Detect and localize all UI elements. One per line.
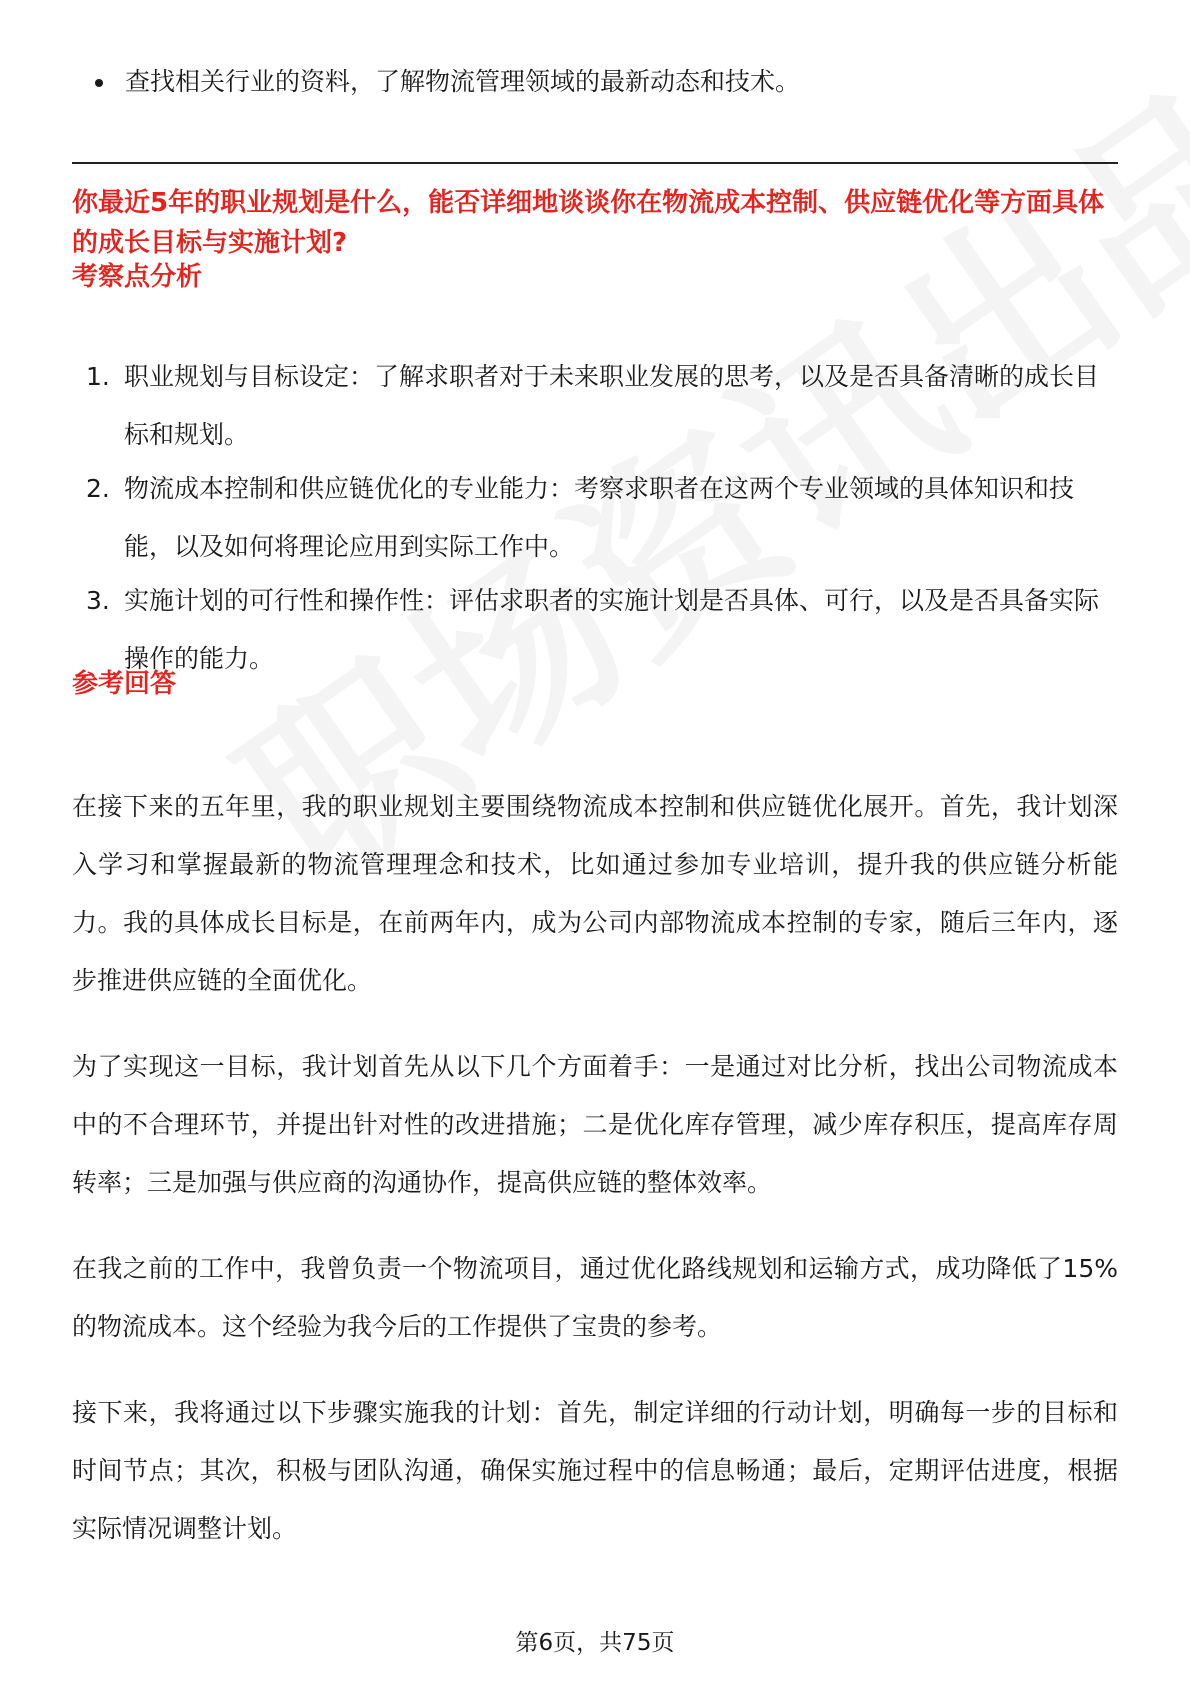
reference-answer (72, 778, 1118, 1586)
analysis-item (72, 572, 1118, 688)
answer-paragraph: 在接下来的五年里，我的职业规划主要围绕物流成本控制和供应链优化展开。首先，我计划深入学习和掌握最新的物流管理理念和技术，比如通过参加专业培训，提升我的供应链分析能力。我的具体成长目标是，在前两年内，成为公司内部物流成本控制的专家，随后三年内，逐步推进供应链的全面优化。 (72, 792, 1118, 995)
answer-paragraph: 为了实现这一目标，我计划首先从以下几个方面着手：一是通过对比分析，找出公司物流成本中的不合理环节，并提出针对性的改进措施；二是优化库存管理，减少库存积压，提高库存周转率；三是加强与供应商的沟通协作，提高供应链的整体效率。 (72, 1052, 1118, 1197)
analysis-item-number: 3. (86, 586, 110, 615)
analysis-item-text: 实施计划的可行性和操作性：评估求职者的实施计划是否具体、可行，以及是否具备实际操作的能力。 (124, 586, 1100, 673)
analysis-item-text: 职业规划与目标设定：了解求职者对于未来职业发展的思考，以及是否具备清晰的成长目标和规划。 (124, 362, 1100, 449)
analysis-heading: 考察点分析 (72, 262, 203, 292)
reference-heading: 参考回答 (72, 669, 177, 699)
analysis-list (72, 348, 1118, 688)
section-divider (72, 162, 1118, 164)
analysis-item-number: 2. (86, 474, 110, 503)
analysis-item (72, 460, 1118, 576)
answer-paragraph: 在我之前的工作中，我曾负责一个物流项目，通过优化路线规划和运输方式，成功降低了15%的物流成本。这个经验为我今后的工作提供了宝贵的参考。 (72, 1254, 1118, 1341)
answer-paragraph: 接下来，我将通过以下步骤实施我的计划：首先，制定详细的行动计划，明确每一步的目标和时间节点；其次，积极与团队沟通，确保实施过程中的信息畅通；最后，定期评估进度，根据实际情况调整计划。 (72, 1398, 1118, 1543)
analysis-item-text: 物流成本控制和供应链优化的专业能力：考察求职者在这两个专业领域的具体知识和技能，以及如何将理论应用到实际工作中。 (124, 474, 1075, 561)
analysis-item-number: 1. (86, 362, 110, 391)
analysis-item (72, 348, 1118, 464)
page-number-footer: 第6页，共75页 (515, 1630, 675, 1656)
bullet-dot-icon (95, 79, 103, 87)
question-heading: 你最近5年的职业规划是什么，能否详细地谈谈你在物流成本控制、供应链优化等方面具体的成长目标与实施计划? (72, 188, 1105, 258)
bullet-text: 查找相关行业的资料，了解物流管理领域的最新动态和技术。 (125, 67, 801, 96)
bullet-item (95, 62, 1105, 102)
